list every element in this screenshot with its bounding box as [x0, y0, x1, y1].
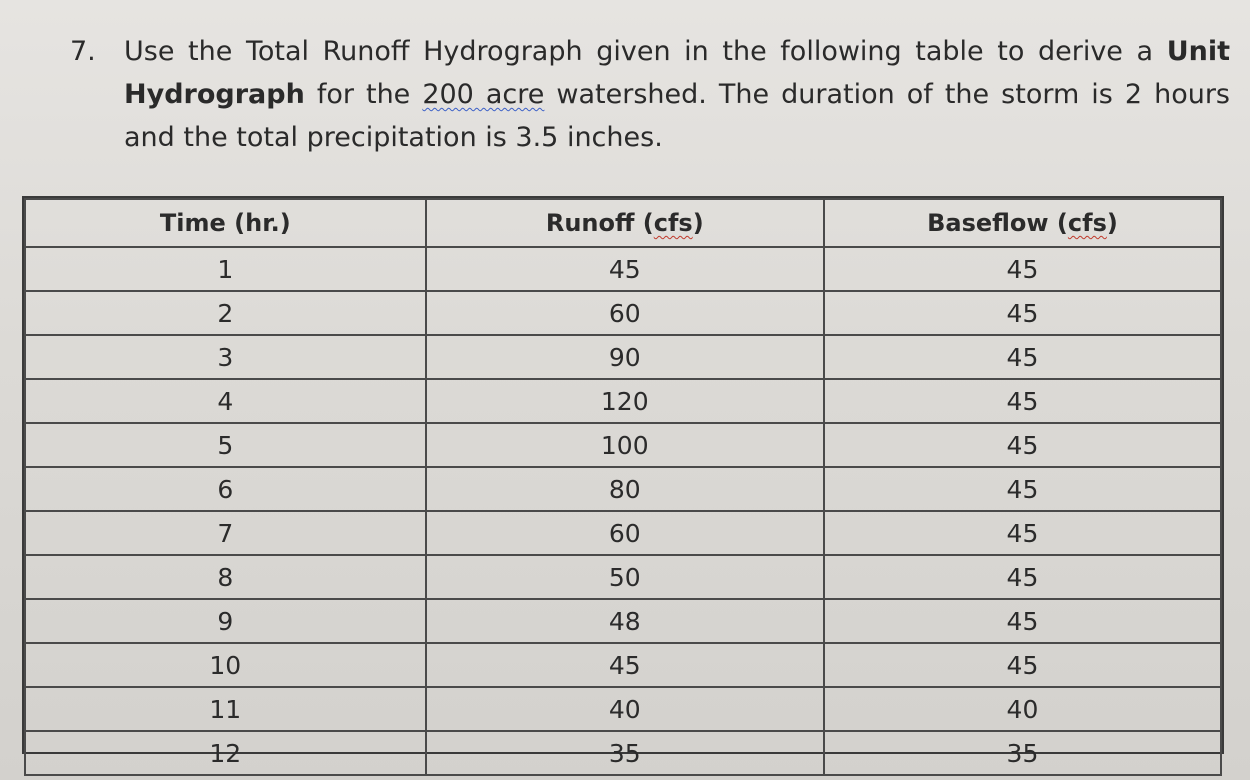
table-row [25, 379, 1221, 423]
cell-runoff: 40 [426, 687, 824, 731]
cell-runoff: 60 [426, 291, 824, 335]
question-text-part2: for the [304, 79, 423, 110]
cell-baseflow: 45 [824, 291, 1221, 335]
cell-time: 4 [25, 379, 426, 423]
cell-time: 9 [25, 599, 426, 643]
table-row [25, 511, 1221, 555]
cell-time: 6 [25, 467, 426, 511]
table-row [25, 599, 1221, 643]
cell-runoff: 45 [426, 247, 824, 291]
table-row [25, 335, 1221, 379]
cell-baseflow: 35 [824, 731, 1221, 775]
question-bold-term: Unit Hydrograph [124, 36, 1230, 110]
cell-time: 7 [25, 511, 426, 555]
table-row [25, 291, 1221, 335]
cell-time: 2 [25, 291, 426, 335]
table-row [25, 731, 1221, 775]
cell-runoff: 60 [426, 511, 824, 555]
header-runoff-close: ) [692, 209, 704, 237]
cell-baseflow: 45 [824, 423, 1221, 467]
cell-baseflow: 45 [824, 599, 1221, 643]
cell-time: 1 [25, 247, 426, 291]
header-baseflow-close: ) [1106, 209, 1118, 237]
cell-time: 8 [25, 555, 426, 599]
cell-time: 10 [25, 643, 426, 687]
table-row [25, 423, 1221, 467]
cell-baseflow: 45 [824, 335, 1221, 379]
table-row [25, 687, 1221, 731]
table-row [25, 555, 1221, 599]
question-block [70, 30, 1230, 159]
cell-baseflow: 40 [824, 687, 1221, 731]
cell-runoff: 120 [426, 379, 824, 423]
cell-baseflow: 45 [824, 247, 1221, 291]
cell-baseflow: 45 [824, 467, 1221, 511]
table-header-row [25, 199, 1221, 247]
header-runoff-label: Runoff ( [545, 209, 654, 237]
header-baseflow-unit: cfs [1067, 209, 1107, 237]
question-number: 7. [70, 36, 96, 67]
cell-runoff: 45 [426, 643, 824, 687]
cell-time: 12 [25, 731, 426, 775]
hydrograph-table [24, 198, 1222, 776]
cell-time: 3 [25, 335, 426, 379]
header-runoff-unit: cfs [653, 209, 693, 237]
cell-runoff: 100 [426, 423, 824, 467]
cell-baseflow: 45 [824, 511, 1221, 555]
hydrograph-table-container [22, 196, 1224, 768]
table-row [25, 643, 1221, 687]
cell-time: 11 [25, 687, 426, 731]
header-runoff [426, 199, 824, 247]
table-body [25, 247, 1221, 775]
cell-runoff: 48 [426, 599, 824, 643]
table-row [25, 467, 1221, 511]
header-baseflow-label: Baseflow ( [927, 209, 1068, 237]
question-text-part3: watershed. The duration of the storm is 2 hours and the total precipitation is 3.5 inches. [124, 79, 1230, 153]
watershed-area: 200 acre [422, 79, 545, 110]
table-row [25, 247, 1221, 291]
cell-time: 5 [25, 423, 426, 467]
cell-runoff: 80 [426, 467, 824, 511]
cell-runoff: 90 [426, 335, 824, 379]
cell-runoff: 35 [426, 731, 824, 775]
header-time: Time (hr.) [25, 199, 426, 247]
question-text-part1: Use the Total Runoff Hydrograph given in the following table to derive a [124, 36, 1167, 67]
cell-baseflow: 45 [824, 379, 1221, 423]
cell-baseflow: 45 [824, 555, 1221, 599]
question-text [124, 30, 1230, 159]
cell-runoff: 50 [426, 555, 824, 599]
header-baseflow [824, 199, 1221, 247]
cell-baseflow: 45 [824, 643, 1221, 687]
